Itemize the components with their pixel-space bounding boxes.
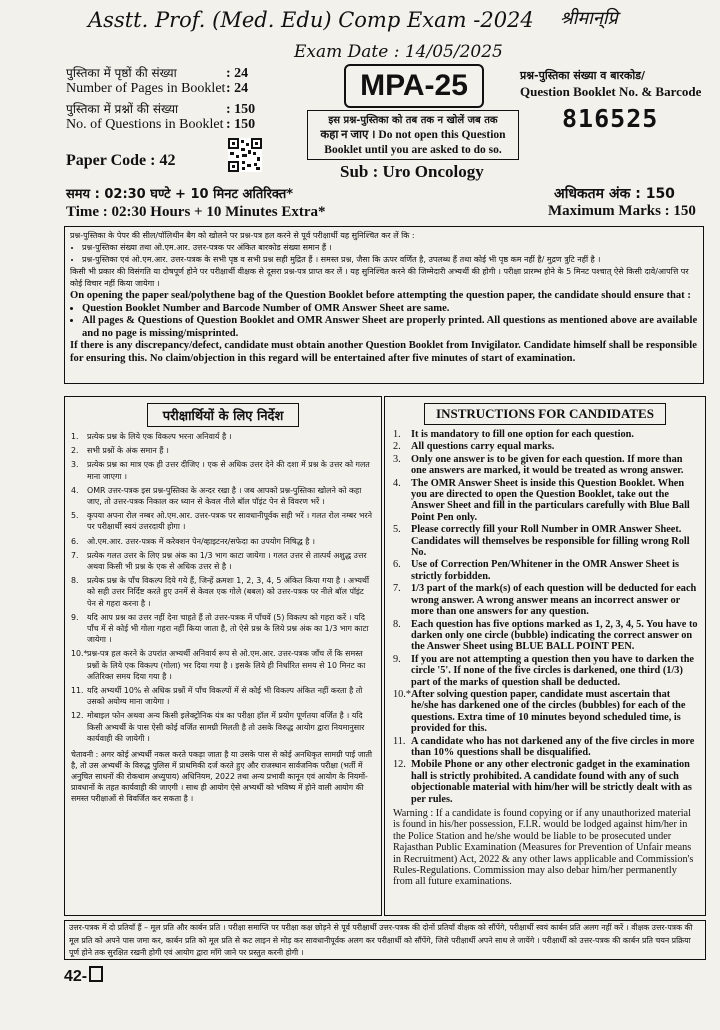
warn-line-mid: कहा न जाए । Do not open this Question xyxy=(320,129,506,141)
seal-instructions-box xyxy=(64,226,704,384)
english-instructions-panel xyxy=(384,396,706,916)
english-instruction-item-text: Mobile Phone or any other electronic gadget in the examination hall is strictly prohibited. A candidate found with any of such objectionable material with him/her will be strictly dealt with as per rules. xyxy=(411,759,692,805)
seal-note-en: If there is any discrepancy/defect, candidate must obtain another Question Booklet from Invigilator. Candidate himself shall be responsible for ensuring this. No claim/objection in this regard will be entertained after five minutes of start of examination. xyxy=(70,340,697,364)
hindi-instruction-item-text: मोबाइल फोन अथवा अन्य किसी इलेक्ट्रोनिक यंत्र का परीक्षा हॉल में प्रयोग पूर्णतया वर्जित है । यदि किसी अभ्यर्थी के पास ऐसी कोई वर्जित सामग्री मिलती है तो उसके विरुद्ध आयोग द्वारा नियमानुसार कार्यवाही की जायेगी । xyxy=(87,711,365,743)
hindi-instruction-item xyxy=(65,510,381,535)
english-instruction-item xyxy=(385,689,705,736)
english-instruction-item-text: All questions carry equal marks. xyxy=(411,441,555,453)
english-instruction-item-text: After solving question paper, candidate must ascertain that he/she has darkened one of the circles (bubbles) for each of the questions. Extra time of 10 minutes beyond scheduled time, is provided for this. xyxy=(411,688,686,735)
english-instruction-item xyxy=(385,429,705,441)
english-instruction-item-text: Each question has five options marked as 1, 2, 3, 4, 5. You have to darken only one circle (bubble) indicating the correct answer on the Answer Sheet using BLUE BALL POINT PEN. xyxy=(411,618,698,653)
hindi-instruction-item-number: 5. xyxy=(71,511,79,521)
english-instruction-item-number: 10.* xyxy=(393,688,412,700)
hindi-instruction-item-number: 11. xyxy=(71,686,84,696)
hindi-instruction-item xyxy=(65,445,381,459)
english-instruction-item xyxy=(385,441,705,453)
hindi-instructions-title: परीक्षार्थियों के लिए निर्देश xyxy=(147,403,299,427)
pages-label-en: Number of Pages in Booklet xyxy=(66,81,226,96)
questions-label-en: No. of Questions in Booklet xyxy=(66,117,224,132)
hindi-instruction-item xyxy=(65,648,381,685)
hindi-instruction-item xyxy=(65,612,381,649)
hindi-instructions-panel xyxy=(64,396,382,916)
hindi-instruction-item-text: प्रत्येक प्रश्न के पाँच विकल्प दिये गये हैं, जिन्हें क्रमशः 1, 2, 3, 4, 5 अंकित किया गया है । अभ्यर्थी को सही उत्तर निर्दिष्ट करते हुए उनमें से केवल एक गोले (बबल) को उत्तर-पत्रक पर नीले बॉल पॉइंट पेन से गहरा करना है । xyxy=(87,576,370,608)
hindi-instruction-item-number: 2. xyxy=(71,446,79,456)
hindi-instruction-item xyxy=(65,685,381,710)
pages-value-en: : 24 xyxy=(226,81,249,96)
seal-bullet-en-2: • All pages & Questions of Question Booklet and OMR Answer Sheet are properly printed. All questions as mentioned above are available and no page is missing/misprinted. xyxy=(82,315,698,340)
english-instruction-item-number: 6. xyxy=(393,559,401,571)
hindi-instruction-item-text: सभी प्रश्नों के अंक समान हैं । xyxy=(87,446,169,456)
square-box-icon xyxy=(89,966,103,982)
english-instructions-title: INSTRUCTIONS FOR CANDIDATES xyxy=(424,403,666,425)
english-instruction-item xyxy=(385,478,705,525)
english-instruction-item-text: A candidate who has not darkened any of the five circles in more than 10% questions shall be disqualified. xyxy=(411,735,695,758)
english-instruction-item xyxy=(385,454,705,478)
barcode-number: 816525 xyxy=(562,104,659,133)
hindi-instruction-item xyxy=(65,485,381,510)
hindi-instruction-item xyxy=(65,710,381,747)
english-instruction-item-text: It is mandatory to fill one option for each question. xyxy=(411,429,634,440)
hindi-instruction-item xyxy=(65,536,381,550)
english-instruction-item xyxy=(385,559,705,583)
hindi-instruction-item-number: 10.* xyxy=(71,649,88,659)
do-not-open-notice xyxy=(307,110,519,160)
hindi-instruction-item-number: 6. xyxy=(71,536,79,546)
pages-label-hi: पुस्तिका में पृष्ठों की संख्या xyxy=(66,66,177,80)
english-instruction-item xyxy=(385,583,705,618)
english-instruction-item-number: 11. xyxy=(393,735,406,747)
page-code-text: 42- xyxy=(64,968,88,985)
english-instruction-item-text: Only one answer is to be given for each question. If more than one answers are marked, it would be treated as wrong answer. xyxy=(411,453,684,477)
max-marks-en: Maximum Marks : 150 xyxy=(548,203,696,219)
handwritten-exam-title: Asstt. Prof. (Med. Edu) Comp Exam -2024 xyxy=(88,8,534,32)
english-instruction-item-number: 5. xyxy=(393,524,401,536)
english-instruction-item-text: The OMR Answer Sheet is inside this Question Booklet. When you are directed to open the Question Booklet, take out the Answer Sheet and fill in the particulars carefully with Blue Ball Point Pen only. xyxy=(411,477,690,523)
hindi-instruction-item-text: प्रत्येक प्रश्न के लिये एक विकल्प भरना अनिवार्य है । xyxy=(87,432,232,441)
hindi-instruction-item-text: यदि आप प्रश्न का उत्तर नहीं देना चाहते हैं तो उत्तर-पत्रक में पाँचवें (5) विकल्प को गहरा करें । यदि पाँच में से कोई भी गोला गहरा नहीं किया जाता है, तो ऐसे प्रश्न के लिये प्रश्न अंक का 1/3 भाग काटा जायेगा । xyxy=(87,612,369,645)
english-instruction-item xyxy=(385,619,705,654)
handwritten-signature: श्रीमान्‌प्रि xyxy=(560,8,618,29)
hindi-instruction-item xyxy=(65,459,381,484)
time-en: Time : 02:30 Hours + 10 Minutes Extra* xyxy=(66,204,326,220)
hindi-instruction-item-number: 7. xyxy=(71,550,79,560)
hindi-instruction-item-number: 12. xyxy=(71,711,84,721)
questions-value-hi: : 150 xyxy=(226,102,256,117)
english-instruction-item-text: 1/3 part of the mark(s) of each question will be deducted for each wrong answer. A wrong answer means an incorrect answer or more than one answers for any question. xyxy=(411,583,697,618)
handwritten-exam-date: Exam Date : 14/05/2025 xyxy=(294,42,503,62)
paper-code: Paper Code : 42 xyxy=(66,152,176,169)
hindi-warning: चेतावनी : अगर कोई अभ्यर्थी नकल करते पकड़ा जाता है या उसके पास से कोई अनधिकृत सामग्री पाई जाती है, तो उस अभ्यर्थी के विरुद्ध पुलिस में प्राथमिकी दर्ज करते हुए और राजस्थान सार्वजनिक परीक्षा (भर्ती में अनुचित साधनों की रोकथाम अध्युपाय) अधिनियम, 2022 तथा अन्य प्रभावी कानून एवं आयोग के नियमों-प्रावधानों के तहत कार्यवाही की जाएगी । साथ ही आयोग ऐसे अभ्यर्थी को भविष्य में होने वाली आयोग की समस्त परीक्षाओं से विवर्जित कर सकता है । xyxy=(71,750,373,804)
seal-intro-en: On opening the paper seal/polythene bag of the Question Booklet before attempting the question paper, the candidate should ensure that : xyxy=(70,290,691,301)
english-instruction-item-text: Please correctly fill your Roll Number in OMR Answer Sheet. Candidates will themselves be responsible for filling wrong Roll No. xyxy=(411,524,690,559)
english-instruction-item-number: 9. xyxy=(393,653,401,665)
time-hi: समय : 02:30 घण्टे + 10 मिनट अतिरिक्त* xyxy=(66,187,294,202)
english-instruction-item-number: 12. xyxy=(393,759,406,771)
hindi-instruction-item-text: प्रश्न-पत्र हल करने के उपरांत अभ्यर्थी अनिवार्य रूप से ओ.एम.आर. उत्तर-पत्रक जाँच लें कि समस्त प्रश्नों के लिये एक विकल्प (गोला) भर दिया गया है । इसके लिये ही निर्धारित समय से 10 मिनट का अतिरिक्त समय दिया गया है । xyxy=(87,649,366,681)
questions-value-en: : 150 xyxy=(226,117,256,132)
hindi-instruction-item-number: 3. xyxy=(71,460,79,470)
hindi-instruction-item xyxy=(65,550,381,575)
hindi-instruction-item-text: OMR उत्तर-पत्रक इस प्रश्न-पुस्तिका के अन्दर रखा है । जब आपको प्रश्न-पुस्तिका खोलने को कहा जाए, तो उत्तर-पत्रक निकाल कर ध्यान से केवल नीले बॉल पॉइंट पेन से विवरण भरें । xyxy=(87,485,362,507)
question-booklet-label xyxy=(520,68,701,100)
qb-label-hi: प्रश्न-पुस्तिका संख्या व बारकोड/ xyxy=(520,69,646,82)
english-instruction-item-number: 7. xyxy=(393,583,401,595)
pages-value-hi: : 24 xyxy=(226,66,249,81)
hindi-instruction-item-number: 1. xyxy=(71,432,79,441)
seal-note-hi: किसी भी प्रकार की विसंगति या दोषपूर्ण होने पर परीक्षार्थी वीक्षक से दूसरा प्रश्न-पत्र प्राप्त कर लें । यह सुनिश्चित करने की जिम्मेदारी अभ्यर्थी की होगी । परीक्षा प्रारम्भ होने के 5 मिनट पश्चात् ऐसे किसी दावे/आपत्ति पर कोई विचार नहीं किया जायेगा । xyxy=(70,267,689,288)
booklet-code: MPA-25 xyxy=(344,64,484,108)
qr-code-icon xyxy=(228,138,262,172)
seal-intro-hi: प्रश्न-पुस्तिका के पेपर की सील/पॉलिथीन बैग को खोलने पर प्रश्न-पत्र हल करने से पूर्व परीक्षार्थी यह सुनिश्चित कर लें कि : xyxy=(70,231,415,240)
english-instruction-item-number: 1. xyxy=(393,429,401,440)
hindi-instructions-list xyxy=(65,431,381,747)
page-code xyxy=(64,966,103,986)
warn-line-en: Booklet until you are asked to do so. xyxy=(324,144,502,156)
seal-bullet-hi-1: • प्रश्न-पुस्तिका संख्या तथा ओ.एम.आर. उत्तर-पत्रक पर अंकित बारकोड संख्या समान हैं । xyxy=(82,242,698,254)
seal-bullet-en-1: • Question Booklet Number and Barcode Number of OMR Answer Sheet are same. xyxy=(82,303,698,316)
english-instruction-item-number: 4. xyxy=(393,477,401,489)
hindi-instruction-item-text: ओ.एम.आर. उत्तर-पत्रक में करेक्शन पेन/व्हाइटनर/सफेदा का उपयोग निषिद्ध है । xyxy=(87,536,315,546)
hindi-instruction-item xyxy=(65,431,381,445)
max-marks-hi: अधिकतम अंक : 150 xyxy=(554,186,675,202)
carbon-copy-note: उत्तर-पत्रक में दो प्रतियाँ हैं – मूल प्रति और कार्बन प्रति । परीक्षा समाप्ति पर परीक्षा कक्ष छोड़ने से पूर्व परीक्षार्थी उत्तर-पत्रक की दोनों प्रतियाँ वीक्षक को सौंपेंगे, परीक्षार्थी स्वयं कार्बन प्रति अलग नहीं करें । वीक्षक उत्तर-पत्रक की मूल प्रति को अपने पास जमा कर, कार्बन प्रति को मूल प्रति से कट लाइन से मोड़ कर सावधानीपूर्वक अलग कर परीक्षार्थी को सौंपेंगे, जिसे परीक्षार्थी अपने साथ ले जायेंगे । परीक्षार्थी को उत्तर-पत्रक की कार्बन प्रति चयन प्रक्रिया पूर्ण होने तक सुरक्षित रखनी होगी एवं आयोग द्वारा माँगे जाने पर प्रस्तुत करनी होगी । xyxy=(64,920,706,960)
hindi-instruction-item-number: 4. xyxy=(71,485,79,495)
seal-bullet-hi-2: • प्रश्न-पुस्तिका एवं ओ.एम.आर. उत्तर-पत्रक के सभी पृष्ठ व सभी प्रश्न सही मुद्रित हैं । समस्त प्रश्न, जैसा कि ऊपर वर्णित है, उपलब्ध हैं तथा कोई भी पृष्ठ कम नहीं है/ मुद्रण त्रुटि नहीं है । xyxy=(82,254,698,266)
english-instruction-item-text: Use of Correction Pen/Whitener in the OMR Answer Sheet is strictly forbidden. xyxy=(411,559,679,582)
questions-label-hi: पुस्तिका में प्रश्नों की संख्या xyxy=(66,102,179,116)
english-instruction-item-number: 2. xyxy=(393,441,401,453)
hindi-instruction-item xyxy=(65,575,381,612)
subject-title: Sub : Uro Oncology xyxy=(340,162,484,181)
english-instruction-item xyxy=(385,759,705,806)
hindi-instruction-item-text: कृपया अपना रोल नम्बर ओ.एम.आर. उत्तर-पत्रक पर सावधानीपूर्वक सही भरें । गलत रोल नम्बर भरने पर परीक्षार्थी स्वयं उत्तरदायी होगा । xyxy=(87,511,373,532)
warn-line-hi: इस प्रश्न-पुस्तिका को तब तक न खोलें जब तक xyxy=(328,115,498,126)
english-instruction-item-number: 8. xyxy=(393,618,401,630)
hindi-instruction-item-text: प्रत्येक प्रश्न का मात्र एक ही उत्तर दीजिए । एक से अधिक उत्तर देने की दशा में प्रश्न के उत्तर को गलत माना जाएगा । xyxy=(87,460,370,481)
hindi-instruction-item-number: 9. xyxy=(71,612,79,622)
hindi-instruction-item-text: यदि अभ्यर्थी 10% से अधिक प्रश्नों में पाँच विकल्पों में से कोई भी विकल्प अंकित नहीं करता है तो उसको अयोग्य माना जायेगा । xyxy=(87,686,363,707)
questions-info xyxy=(66,102,326,132)
english-instructions-list xyxy=(385,429,705,806)
english-instruction-item-text: If you are not attempting a question then you have to darken the circle '5'. If none of the five circles is darkened, one third (1/3) part of the marks of question shall be deducted. xyxy=(411,653,694,688)
pages-info xyxy=(66,66,326,96)
english-instruction-item xyxy=(385,736,705,760)
hindi-instruction-item-number: 8. xyxy=(71,576,79,586)
english-warning: Warning : If a candidate is found copying or if any unauthorized material is found in his/her possession, F.I.R. would be lodged against him/her in the Police Station and he/she would be liable to be prosecuted under Rajasthan Public Examination (Measures for Prevention of Unfair means in Recruitment) Act, 2022 & any other laws applicable and Commission's Rules-Regulations. Commission may also debar him/her permanently from all future examinations. xyxy=(393,808,694,888)
english-instruction-item-number: 3. xyxy=(393,453,401,465)
english-instruction-item xyxy=(385,654,705,689)
english-instruction-item xyxy=(385,524,705,559)
hindi-instruction-item-text: प्रत्येक गलत उत्तर के लिए प्रश्न अंक का 1/3 भाग काटा जायेगा । गलत उत्तर से तात्पर्य अशुद्ध उत्तर अथवा किसी भी प्रश्न के एक से अधिक उत्तर से है । xyxy=(87,550,367,572)
qb-label-en: Question Booklet No. & Barcode xyxy=(520,84,702,99)
